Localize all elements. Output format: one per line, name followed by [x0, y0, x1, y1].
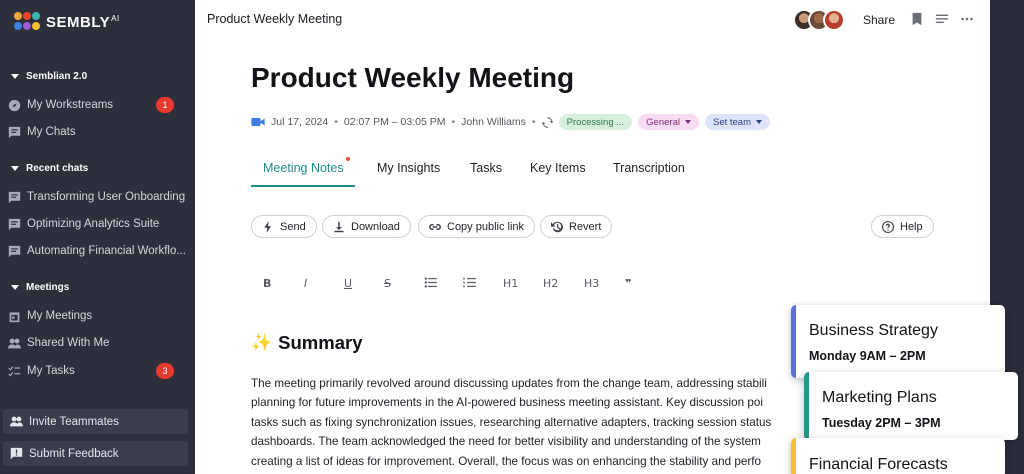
- calendar-card[interactable]: [791, 438, 1005, 474]
- heading3-button[interactable]: H3: [584, 277, 600, 290]
- share-button[interactable]: Share: [863, 13, 896, 27]
- italic-button[interactable]: I: [304, 277, 308, 290]
- summary-text: [251, 374, 836, 471]
- tab-meeting-notes[interactable]: Meeting Notes: [263, 161, 344, 175]
- logo-text: $SEMBLY^{AI}$: [46, 13, 120, 31]
- status-badge: Processing ...: [559, 114, 633, 130]
- list-icon[interactable]: [935, 12, 949, 26]
- active-tab-indicator: [251, 185, 355, 187]
- link-icon: [429, 221, 441, 233]
- summary-line: tasks such as fixing synchronization issues, researching alternative adapters, tracking session status: [251, 415, 772, 429]
- section-meetings[interactable]: Meetings: [11, 282, 69, 293]
- submit-feedback-button[interactable]: Submit Feedback: [3, 441, 188, 466]
- card-title: Financial Forecasts: [809, 456, 948, 473]
- section-recent-chats[interactable]: Recent chats: [11, 163, 88, 174]
- meeting-time: 02:07 PM – 03:05 PM: [343, 116, 446, 128]
- avatar: [823, 9, 845, 31]
- caret-down-icon: [11, 166, 19, 171]
- card-accent: [791, 305, 796, 378]
- history-icon: [551, 221, 563, 233]
- help-button[interactable]: Help: [871, 215, 934, 238]
- people-icon: [8, 337, 21, 350]
- category-dropdown[interactable]: General: [638, 114, 699, 130]
- numbered-list-button[interactable]: [463, 277, 476, 291]
- sidebar-item-chat[interactable]: Automating Financial Workflo...: [8, 240, 186, 262]
- feedback-icon: [10, 447, 23, 460]
- video-camera-icon: [251, 117, 265, 127]
- underline-button[interactable]: U: [344, 277, 353, 290]
- caret-down-icon: [11, 74, 19, 79]
- compass-icon: [8, 99, 21, 112]
- logo-mark-icon: [14, 12, 40, 32]
- quote-button[interactable]: ❞: [625, 277, 632, 290]
- card-time: Monday 9AM – 2PM: [809, 349, 926, 363]
- chat-icon: [8, 218, 21, 231]
- card-accent: [804, 372, 809, 440]
- calendar-icon: [8, 310, 21, 323]
- page-title: Product Weekly Meeting: [251, 62, 575, 93]
- tab-tasks[interactable]: Tasks: [470, 161, 502, 175]
- meeting-owner: John Williams: [461, 116, 526, 128]
- chevron-down-icon: [685, 120, 691, 124]
- sidebar-item-my-chats[interactable]: My Chats: [8, 121, 186, 143]
- card-accent: [791, 438, 796, 474]
- meeting-date: Jul 17, 2024: [271, 116, 329, 128]
- calendar-card[interactable]: [791, 305, 1005, 378]
- notification-badge: 1: [156, 97, 174, 113]
- download-button[interactable]: Download: [322, 215, 411, 238]
- card-time: Tuesday 2PM – 3PM: [822, 416, 941, 430]
- help-icon: [882, 221, 894, 233]
- tab-key-items[interactable]: Key Items: [530, 161, 586, 175]
- send-button[interactable]: Send: [251, 215, 317, 238]
- summary-line: dashboards. The team acknowledged the need for better visibility and understanding of the system: [251, 435, 761, 449]
- download-icon: [333, 221, 345, 233]
- strikethrough-button[interactable]: S: [384, 277, 391, 290]
- heading2-button[interactable]: H2: [543, 277, 559, 290]
- sidebar-item-chat[interactable]: Optimizing Analytics Suite: [8, 213, 186, 235]
- section-semblian[interactable]: Semblian 2.0: [11, 71, 87, 82]
- more-icon[interactable]: [960, 12, 974, 26]
- bullet-list-button[interactable]: [424, 277, 437, 291]
- participant-avatars[interactable]: [793, 9, 845, 31]
- topbar: [195, 0, 990, 40]
- sync-icon[interactable]: [542, 117, 553, 128]
- copy-public-link-button[interactable]: Copy public link: [418, 215, 535, 238]
- unread-dot: [346, 157, 350, 161]
- summary-line: creating a list of ideas for improvement. Overall, the focus was on enhancing the stability and perfo: [251, 454, 761, 468]
- people-icon: [10, 415, 23, 428]
- sidebar-item-my-workstreams[interactable]: My Workstreams 1: [8, 94, 186, 116]
- topbar-title: Product Weekly Meeting: [207, 12, 343, 26]
- sidebar-item-my-meetings[interactable]: My Meetings: [8, 305, 186, 327]
- invite-teammates-button[interactable]: Invite Teammates: [3, 409, 188, 434]
- meeting-meta: Jul 17, 2024 • 02:07 PM – 03:05 PM • John Williams • Processing ... General Set team: [251, 114, 770, 130]
- sparkles-icon: ✨: [251, 333, 273, 352]
- chat-icon: [8, 191, 21, 204]
- chevron-down-icon: [756, 120, 762, 124]
- card-title: Marketing Plans: [822, 389, 937, 406]
- revert-button[interactable]: Revert: [540, 215, 612, 238]
- numbered-list-icon: [463, 277, 476, 288]
- bold-button[interactable]: B: [263, 277, 272, 290]
- tasks-icon: [8, 365, 21, 378]
- summary-line: planning for future improvements in the AI-powered business meeting assistant. Key discussion poi: [251, 396, 763, 410]
- team-dropdown[interactable]: Set team: [705, 114, 770, 130]
- bullet-list-icon: [424, 277, 437, 288]
- chat-icon: [8, 245, 21, 258]
- tab-my-insights[interactable]: My Insights: [377, 161, 441, 175]
- caret-down-icon: [11, 285, 19, 290]
- bookmark-icon[interactable]: [910, 12, 924, 26]
- summary-heading: ✨ Summary: [251, 332, 363, 353]
- notification-badge: 3: [156, 363, 174, 379]
- heading1-button[interactable]: H1: [503, 277, 519, 290]
- tab-transcription[interactable]: Transcription: [613, 161, 685, 175]
- bolt-icon: [262, 221, 274, 233]
- sidebar-item-my-tasks[interactable]: My Tasks 3: [8, 360, 186, 382]
- summary-line: The meeting primarily revolved around discussing updates from the change team, addressing stabili: [251, 377, 767, 390]
- sidebar-item-shared-with-me[interactable]: Shared With Me: [8, 332, 186, 354]
- chat-icon: [8, 126, 21, 139]
- sidebar-item-chat[interactable]: Transforming User Onboarding: [8, 186, 186, 208]
- card-title: Business Strategy: [809, 322, 938, 339]
- calendar-card[interactable]: [804, 372, 1018, 440]
- tab-bar: [251, 153, 951, 187]
- sembly-logo[interactable]: [14, 12, 120, 32]
- sidebar: [0, 0, 195, 474]
